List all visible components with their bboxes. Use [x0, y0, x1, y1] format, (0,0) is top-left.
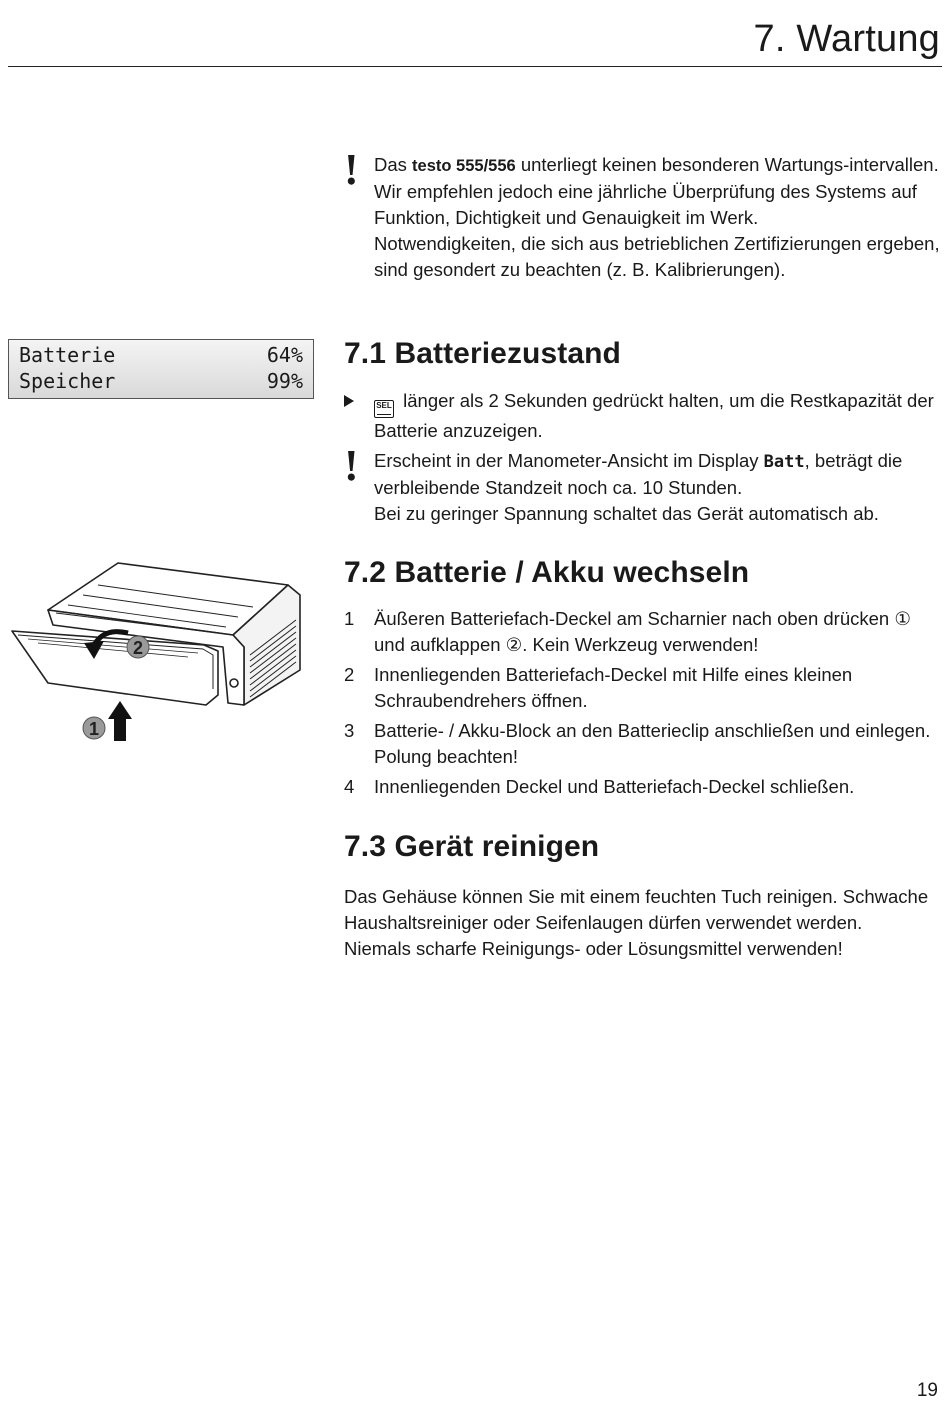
bullet-triangle-icon — [344, 395, 354, 407]
step-text: Äußeren Batteriefach-Deckel am Scharnier nach oben drücken ① und aufklappen ②. Kein Werkzeug verwenden! — [374, 608, 911, 655]
step-text: Innenliegenden Deckel und Batteriefach-Deckel schließen. — [374, 776, 855, 797]
battery-note-text — [374, 448, 940, 501]
section-title-7-2: 7.2 Batterie / Akku wechseln — [344, 556, 750, 589]
battery-change-steps — [344, 606, 940, 804]
sel-key-icon: SEL — [374, 400, 394, 418]
product-name: testo 555/556 — [412, 157, 516, 175]
step-item — [344, 606, 940, 658]
step-number: 1 — [344, 608, 355, 629]
cleaning-text: Das Gehäuse können Sie mit einem feuchten Tuch reinigen. Schwache Haushaltsreiniger oder Seifenlaugen dürfen verwendet werden. Niemals scharfe Reinigungs- oder Lösungsmittel verwenden! — [344, 886, 929, 959]
lcd-memory-value: 99% — [266, 369, 303, 393]
step-number: 3 — [344, 720, 355, 741]
step-text: Innenliegenden Batteriefach-Deckel mit Hilfe eines kleinen Schraubendrehers öffnen. — [374, 664, 853, 711]
battery-note — [344, 441, 940, 527]
header-rule — [8, 66, 942, 67]
step-number: 4 — [344, 776, 355, 797]
step-item — [344, 662, 940, 714]
note-prefix: Das — [374, 154, 413, 175]
chapter-title: 7. Wartung — [753, 18, 940, 60]
battery-compartment-illustration — [8, 555, 308, 755]
battery-note-prefix: Erscheint in der Manometer-Ansicht im Display — [374, 450, 764, 471]
certification-note: Notwendigkeiten, die sich aus betrieblichen Zertifizierungen ergeben, sind gesondert zu beachten (z. B. Kalibrierungen). — [374, 233, 940, 280]
lcd-display — [8, 339, 314, 399]
exclamation-icon: ! — [344, 441, 359, 490]
battery-note-rest: , beträgt die verbleibende Standzeit noch ca. 10 Stunden. — [374, 450, 903, 498]
battery-note-line2: Bei zu geringer Spannung schaltet das Gerät automatisch ab. — [374, 503, 879, 524]
step-number: 2 — [344, 664, 355, 685]
maintenance-note-text — [374, 152, 940, 231]
battery-status-step-text: länger als 2 Sekunden gedrückt halten, um die Restkapazität der Batterie anzuzeigen. — [374, 390, 934, 441]
callout-1: 1 — [88, 719, 100, 739]
note-rest: unterliegt keinen besonderen Wartungs-intervallen. Wir empfehlen jedoch eine jährliche Überprüfung des Systems auf Funktion, Dichtigkeit und Genauigkeit im Werk. — [374, 154, 939, 228]
battery-status-step — [344, 388, 940, 444]
step-item — [344, 774, 940, 800]
lcd-battery-value: 64% — [266, 343, 303, 367]
lcd-memory-label: Speicher — [19, 369, 116, 393]
lcd-row-memory — [19, 368, 303, 394]
section-title-7-1: 7.1 Batteriezustand — [344, 337, 621, 370]
step-item — [344, 718, 940, 770]
section-title-7-3: 7.3 Gerät reinigen — [344, 830, 600, 863]
callout-2: 2 — [132, 638, 144, 658]
display-code-batt: Batt — [763, 452, 805, 472]
page-number: 19 — [916, 1380, 938, 1401]
step-text: Batterie- / Akku-Block an den Batterieclip anschließen und einlegen. Polung beachten! — [374, 720, 931, 767]
maintenance-note — [344, 145, 940, 283]
exclamation-icon: ! — [344, 145, 359, 194]
lcd-battery-label: Batterie — [19, 343, 116, 367]
lcd-row-battery — [19, 342, 303, 368]
